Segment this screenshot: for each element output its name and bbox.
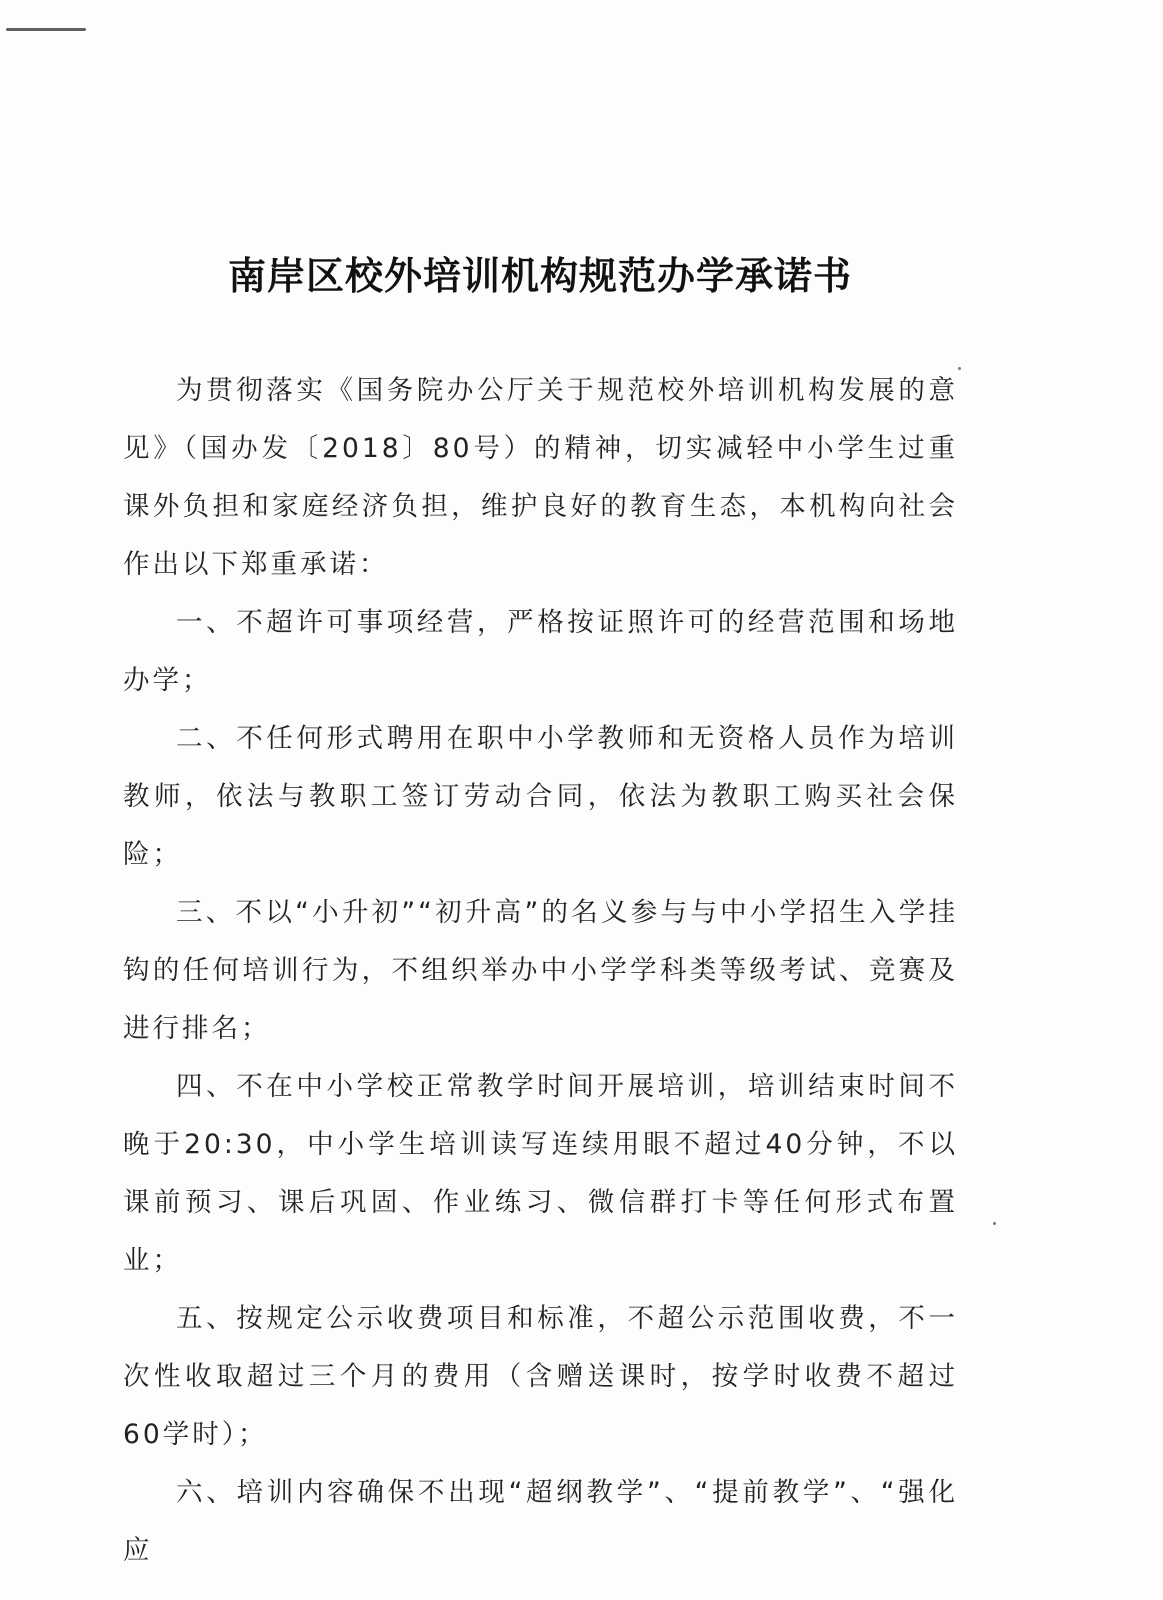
commitment-item-3: 三、不以“小升初”“初升高”的名义参与与中小学招生入学挂钩的任何培训行为，不组织举办中小学学科类等级考试、竞赛及进行排名；	[123, 897, 958, 1044]
intro-paragraph: 为贯彻落实《国务院办公厅关于规范校外培训机构发展的意见》（国办发〔2018〕80号）的精神，切实减轻中小学生过重课外负担和家庭经济负担，维护良好的教育生态，本机构向社会作出以下郑重承诺：	[123, 375, 958, 580]
scan-artifact-mark	[6, 28, 86, 31]
document-body	[123, 362, 958, 1580]
document-title: 南岸区校外培训机构规范办学承诺书	[227, 253, 852, 298]
scan-speck	[958, 367, 961, 370]
commitment-item-1: 一、不超许可事项经营，严格按证照许可的经营范围和场地办学；	[123, 607, 958, 696]
commitment-item-6: 六、培训内容确保不出现“超纲教学”、“提前教学”、“强化应	[123, 1477, 958, 1566]
commitment-item-5: 五、按规定公示收费项目和标准，不超公示范围收费，不一次性收取超过三个月的费用（含赠送课时，按学时收费不超过60学时）；	[123, 1303, 958, 1450]
scan-speck	[993, 1222, 996, 1225]
commitment-item-4: 四、不在中小学校正常教学时间开展培训，培训结束时间不晚于20:30，中小学生培训读写连续用眼不超过40分钟，不以课前预习、课后巩固、作业练习、微信群打卡等任何形式布置业；	[123, 1071, 958, 1276]
commitment-item-2: 二、不任何形式聘用在职中小学教师和无资格人员作为培训教师，依法与教职工签订劳动合同，依法为教职工购买社会保险；	[123, 723, 958, 870]
